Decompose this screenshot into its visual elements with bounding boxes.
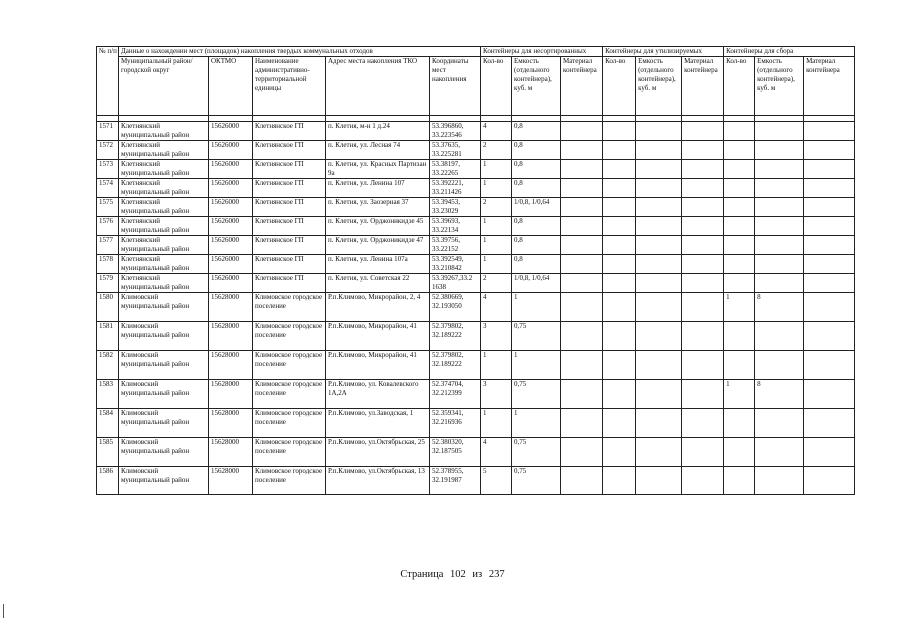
cell-address: Р.п.Климово, Микрорайон, 2, 4 [326, 293, 430, 322]
cell-unsorted-capacity: 1 [512, 351, 561, 380]
cell-unsorted-capacity: 0,8 [512, 255, 561, 274]
cell-district: Клетнянский муниципальный район [119, 274, 209, 293]
cell-coordinates: 52.359341, 32.216936 [430, 409, 481, 438]
cell-coordinates: 53.396860, 33.223546 [430, 122, 481, 141]
cell-collect-qty: 1 [724, 293, 755, 322]
cell-collect-material [804, 198, 855, 217]
cell-oktmo: 15626000 [209, 179, 253, 198]
cell-collect-material [804, 274, 855, 293]
cell-address: п. Клетня, ул. Заозерная 37 [326, 198, 430, 217]
cell-admin-unit: Климовское городское поселение [253, 409, 326, 438]
cell-coordinates: 53.39453, 33.23029 [430, 198, 481, 217]
cell-recycle-qty [603, 274, 636, 293]
cell-unsorted-capacity: 0,75 [512, 438, 561, 467]
cell-coordinates: 53.39693, 33.22134 [430, 217, 481, 236]
cell-recycle-material [682, 217, 724, 236]
cell-collect-capacity [755, 351, 804, 380]
cell-collect-qty [724, 179, 755, 198]
cell-unsorted-material [561, 409, 603, 438]
cell-collect-material [804, 122, 855, 141]
cell-collect-material [804, 255, 855, 274]
cell-address: Р.п.Климово, Микрорайон, 41 [326, 322, 430, 351]
cell-recycle-qty [603, 293, 636, 322]
table-row [97, 322, 855, 351]
cell-recycle-qty [603, 255, 636, 274]
cell-unsorted-qty: 1 [481, 217, 512, 236]
cell-unsorted-material [561, 141, 603, 160]
header-oktmo: ОКТМО [209, 57, 253, 116]
cell-recycle-capacity [636, 409, 682, 438]
cell-recycle-qty [603, 380, 636, 409]
cell-collect-qty [724, 255, 755, 274]
cell-collect-capacity [755, 217, 804, 236]
cell-unsorted-capacity: 0,8 [512, 122, 561, 141]
cell-collect-material [804, 322, 855, 351]
cell-collect-qty [724, 409, 755, 438]
cell-recycle-capacity [636, 217, 682, 236]
table-row [97, 438, 855, 467]
cell-recycle-capacity [636, 322, 682, 351]
cell-recycle-capacity [636, 293, 682, 322]
cell-district: Климовский муниципальный район [119, 409, 209, 438]
header-group-recycle: Контейнеры для утилизируемых [603, 47, 724, 57]
cell-collect-material [804, 351, 855, 380]
page-word: Страница [400, 569, 444, 580]
cell-address: п. Клетня, м-н 1 д.24 [326, 122, 430, 141]
cell-recycle-capacity [636, 141, 682, 160]
cell-admin-unit: Климовское городское поселение [253, 293, 326, 322]
cell-district: Клетнянский муниципальный район [119, 198, 209, 217]
cell-recycle-material [682, 438, 724, 467]
cell-coordinates: 53.392221, 33.211426 [430, 179, 481, 198]
cell-oktmo: 15626000 [209, 217, 253, 236]
cell-row-number: 1579 [97, 274, 119, 293]
cell-unsorted-qty: 2 [481, 198, 512, 217]
cell-unsorted-qty: 2 [481, 274, 512, 293]
cell-unsorted-capacity: 0,8 [512, 141, 561, 160]
cell-collect-capacity [755, 322, 804, 351]
header-district: Муниципальный район/городской округ [119, 57, 209, 116]
table-row [97, 255, 855, 274]
cell-address: Р.п.Климово, ул.Заводская, 1 [326, 409, 430, 438]
cell-row-number: 1574 [97, 179, 119, 198]
cell-recycle-qty [603, 322, 636, 351]
cell-recycle-capacity [636, 236, 682, 255]
cell-collect-qty [724, 274, 755, 293]
header-unsorted-capacity: Емкость (отдельного контейнера), куб. м [512, 57, 561, 116]
cell-oktmo: 15628000 [209, 409, 253, 438]
cell-collect-material [804, 179, 855, 198]
cell-row-number: 1586 [97, 467, 119, 495]
cell-unsorted-qty: 1 [481, 160, 512, 179]
cell-collect-material [804, 380, 855, 409]
cell-admin-unit: Климовское городское поселение [253, 380, 326, 409]
cell-unsorted-qty: 4 [481, 438, 512, 467]
header-site-group: Данные о нахождении мест (площадок) накопления твердых коммунальных отходов [119, 47, 481, 57]
cell-row-number: 1580 [97, 293, 119, 322]
cell-district: Климовский муниципальный район [119, 467, 209, 495]
cell-row-number: 1585 [97, 438, 119, 467]
cell-district: Климовский муниципальный район [119, 293, 209, 322]
cell-collect-qty [724, 467, 755, 495]
cell-oktmo: 15628000 [209, 293, 253, 322]
cell-admin-unit: Клетнянское ГП [253, 236, 326, 255]
cell-recycle-capacity [636, 122, 682, 141]
cell-unsorted-qty: 1 [481, 236, 512, 255]
header-collect-material: Материал контейнера [804, 57, 855, 116]
cell-recycle-capacity [636, 438, 682, 467]
cell-recycle-material [682, 322, 724, 351]
cell-collect-capacity [755, 179, 804, 198]
cell-unsorted-qty: 5 [481, 467, 512, 495]
cell-oktmo: 15628000 [209, 322, 253, 351]
cell-unsorted-capacity: 1 [512, 409, 561, 438]
cell-admin-unit: Клетнянское ГП [253, 255, 326, 274]
page-total: 237 [488, 569, 505, 580]
cell-address: Р.п.Климово, Микрорайон, 41 [326, 351, 430, 380]
cell-unsorted-capacity: 0,75 [512, 380, 561, 409]
cell-unsorted-material [561, 160, 603, 179]
cell-recycle-material [682, 236, 724, 255]
cell-collect-capacity [755, 141, 804, 160]
cell-collect-qty [724, 122, 755, 141]
waste-sites-table [96, 46, 855, 495]
header-recycle-capacity: Емкость (отдельного контейнера), куб. м [636, 57, 682, 116]
cell-collect-material [804, 438, 855, 467]
cell-collect-capacity [755, 467, 804, 495]
cell-unsorted-capacity: 1 [512, 293, 561, 322]
cell-coordinates: 53.37635, 33.225281 [430, 141, 481, 160]
table-row [97, 141, 855, 160]
cell-collect-qty [724, 351, 755, 380]
cell-admin-unit: Климовское городское поселение [253, 322, 326, 351]
cell-unsorted-capacity: 0,75 [512, 322, 561, 351]
page-number: 102 [450, 569, 466, 580]
cell-unsorted-qty: 3 [481, 380, 512, 409]
header-admin-unit: Наименование административно-территориальной единицы [253, 57, 326, 116]
cell-oktmo: 15626000 [209, 141, 253, 160]
cell-row-number: 1578 [97, 255, 119, 274]
cell-unsorted-capacity: 1/0,8, 1/0,64 [512, 198, 561, 217]
cell-oktmo: 15628000 [209, 438, 253, 467]
cell-coordinates: 52.378955, 32.191987 [430, 467, 481, 495]
cell-recycle-capacity [636, 198, 682, 217]
cell-row-number: 1581 [97, 322, 119, 351]
cell-recycle-qty [603, 409, 636, 438]
cell-collect-capacity [755, 236, 804, 255]
cell-recycle-material [682, 351, 724, 380]
cell-coordinates: 53.39756, 33.22152 [430, 236, 481, 255]
cell-recycle-qty [603, 179, 636, 198]
cell-coordinates: 53.39267,33.2 1638 [430, 274, 481, 293]
cell-address: Р.п.Климово, ул. Ковалевского 1А,2А [326, 380, 430, 409]
header-collect-capacity: Емкость (отдельного контейнера), куб. м [755, 57, 804, 116]
cell-coordinates: 53.38197, 33.22265 [430, 160, 481, 179]
cell-district: Клетнянский муниципальный район [119, 236, 209, 255]
table-row [97, 274, 855, 293]
cell-recycle-qty [603, 351, 636, 380]
cell-oktmo: 15628000 [209, 467, 253, 495]
header-row-columns [97, 57, 855, 116]
cell-admin-unit: Клетнянское ГП [253, 122, 326, 141]
table-row [97, 380, 855, 409]
cell-unsorted-material [561, 438, 603, 467]
cell-collect-material [804, 160, 855, 179]
cell-recycle-capacity [636, 179, 682, 198]
header-unsorted-material: Материал контейнера [561, 57, 603, 116]
cell-unsorted-material [561, 322, 603, 351]
cell-collect-capacity [755, 198, 804, 217]
page-of: из [472, 569, 483, 580]
header-group-unsorted: Контейнеры для несортированных [481, 47, 603, 57]
cell-recycle-material [682, 160, 724, 179]
cell-admin-unit: Климовское городское поселение [253, 467, 326, 495]
header-collect-qty: Кол-во [724, 57, 755, 116]
cell-row-number: 1577 [97, 236, 119, 255]
cell-recycle-qty [603, 141, 636, 160]
cell-row-number: 1583 [97, 380, 119, 409]
cell-unsorted-material [561, 380, 603, 409]
cell-coordinates: 52.379802, 32.189222 [430, 322, 481, 351]
cell-unsorted-material [561, 274, 603, 293]
cell-admin-unit: Климовское городское поселение [253, 351, 326, 380]
cell-address: п. Клетня, ул. Красных Партизан 9а [326, 160, 430, 179]
cell-admin-unit: Клетнянское ГП [253, 160, 326, 179]
cell-row-number: 1576 [97, 217, 119, 236]
cell-oktmo: 15626000 [209, 160, 253, 179]
cell-oktmo: 15628000 [209, 380, 253, 409]
table-row [97, 217, 855, 236]
cell-district: Климовский муниципальный район [119, 438, 209, 467]
cell-recycle-material [682, 467, 724, 495]
cell-recycle-material [682, 198, 724, 217]
cell-collect-material [804, 293, 855, 322]
cell-unsorted-material [561, 255, 603, 274]
cell-address: п. Клетня, ул. Советская 22 [326, 274, 430, 293]
header-unsorted-qty: Кол-во [481, 57, 512, 116]
cell-collect-qty [724, 236, 755, 255]
cell-collect-material [804, 217, 855, 236]
cell-unsorted-capacity: 0,75 [512, 467, 561, 495]
cell-recycle-qty [603, 236, 636, 255]
cell-recycle-capacity [636, 380, 682, 409]
cell-oktmo: 15626000 [209, 274, 253, 293]
header-group-collect: Контейнеры для сбора [724, 47, 855, 57]
table-row [97, 160, 855, 179]
table-row [97, 179, 855, 198]
cell-address: Р.п.Климово, ул.Октябрьская, 13 [326, 467, 430, 495]
header-num: № п/п [97, 47, 119, 116]
cell-oktmo: 15628000 [209, 351, 253, 380]
cell-collect-capacity [755, 122, 804, 141]
cell-unsorted-capacity: 0,8 [512, 236, 561, 255]
table-row [97, 236, 855, 255]
header-recycle-material: Материал контейнера [682, 57, 724, 116]
cell-unsorted-material [561, 236, 603, 255]
cell-recycle-material [682, 122, 724, 141]
cell-recycle-material [682, 409, 724, 438]
cell-address: п. Клетня, ул. Орджоникидзе 47 [326, 236, 430, 255]
cell-coordinates: 53.392549, 33.210842 [430, 255, 481, 274]
cell-address: п. Клетня, ул. Ленина 107 [326, 179, 430, 198]
cell-row-number: 1582 [97, 351, 119, 380]
cell-row-number: 1575 [97, 198, 119, 217]
table-row [97, 122, 855, 141]
cell-unsorted-capacity: 0,8 [512, 179, 561, 198]
cell-recycle-qty [603, 198, 636, 217]
cell-coordinates: 52.374704, 32.212399 [430, 380, 481, 409]
cell-address: п. Клетня, ул. Лесная 74 [326, 141, 430, 160]
cell-unsorted-capacity: 0,8 [512, 160, 561, 179]
cell-address: п. Клетня, ул. Ленина 107а [326, 255, 430, 274]
cell-unsorted-material [561, 198, 603, 217]
cell-recycle-qty [603, 122, 636, 141]
cell-recycle-qty [603, 438, 636, 467]
cell-recycle-material [682, 141, 724, 160]
cell-recycle-capacity [636, 351, 682, 380]
cell-recycle-material [682, 293, 724, 322]
cell-collect-capacity [755, 438, 804, 467]
cell-unsorted-material [561, 217, 603, 236]
cell-collect-capacity [755, 255, 804, 274]
cell-recycle-qty [603, 160, 636, 179]
header-row-groups [97, 47, 855, 57]
cell-unsorted-qty: 1 [481, 179, 512, 198]
cell-admin-unit: Клетнянское ГП [253, 274, 326, 293]
cell-district: Клетнянский муниципальный район [119, 255, 209, 274]
cell-admin-unit: Клетнянское ГП [253, 217, 326, 236]
cell-collect-qty [724, 198, 755, 217]
cell-district: Климовский муниципальный район [119, 351, 209, 380]
cell-unsorted-qty: 4 [481, 122, 512, 141]
header-coords: Координаты мест накопления [430, 57, 481, 116]
cell-unsorted-qty: 1 [481, 255, 512, 274]
cell-recycle-capacity [636, 274, 682, 293]
cell-recycle-material [682, 179, 724, 198]
cell-collect-capacity: 8 [755, 293, 804, 322]
cell-address: п. Клетня, ул. Орджоникидзе 45 [326, 217, 430, 236]
table-row [97, 198, 855, 217]
cell-oktmo: 15626000 [209, 198, 253, 217]
cell-district: Клетнянский муниципальный район [119, 217, 209, 236]
cell-address: Р.п.Климово, ул.Октябрьская, 25 [326, 438, 430, 467]
cell-district: Клетнянский муниципальный район [119, 160, 209, 179]
table-row [97, 467, 855, 495]
table-row [97, 409, 855, 438]
cell-unsorted-qty: 1 [481, 409, 512, 438]
cell-admin-unit: Климовское городское поселение [253, 438, 326, 467]
cell-recycle-capacity [636, 467, 682, 495]
cell-collect-capacity [755, 274, 804, 293]
cell-admin-unit: Клетнянское ГП [253, 198, 326, 217]
cell-collect-qty [724, 438, 755, 467]
cell-unsorted-qty: 2 [481, 141, 512, 160]
cell-oktmo: 15626000 [209, 122, 253, 141]
cell-coordinates: 52.379802, 32.189222 [430, 351, 481, 380]
cell-district: Клетнянский муниципальный район [119, 179, 209, 198]
cell-unsorted-material [561, 351, 603, 380]
cell-collect-capacity: 8 [755, 380, 804, 409]
cell-oktmo: 15626000 [209, 236, 253, 255]
cell-oktmo: 15626000 [209, 255, 253, 274]
cell-district: Клетнянский муниципальный район [119, 122, 209, 141]
cell-unsorted-qty: 4 [481, 293, 512, 322]
cell-collect-capacity [755, 160, 804, 179]
cell-recycle-capacity [636, 255, 682, 274]
cell-row-number: 1572 [97, 141, 119, 160]
table-row [97, 293, 855, 322]
cell-collect-qty [724, 322, 755, 351]
cell-admin-unit: Клетнянское ГП [253, 141, 326, 160]
cell-unsorted-qty: 1 [481, 351, 512, 380]
cell-district: Клетнянский муниципальный район [119, 141, 209, 160]
cell-district: Климовский муниципальный район [119, 380, 209, 409]
cell-collect-material [804, 409, 855, 438]
cell-unsorted-capacity: 1/0,8, 1/0,64 [512, 274, 561, 293]
cell-collect-material [804, 467, 855, 495]
cell-collect-qty [724, 217, 755, 236]
table-row [97, 351, 855, 380]
cell-unsorted-material [561, 467, 603, 495]
cell-recycle-capacity [636, 160, 682, 179]
cell-admin-unit: Клетнянское ГП [253, 179, 326, 198]
cell-collect-qty [724, 141, 755, 160]
cell-coordinates: 52.380669, 32.193050 [430, 293, 481, 322]
cell-row-number: 1584 [97, 409, 119, 438]
header-address: Адрес места накопления ТКО [326, 57, 430, 116]
cell-collect-capacity [755, 409, 804, 438]
cell-recycle-qty [603, 217, 636, 236]
cell-district: Климовский муниципальный район [119, 322, 209, 351]
cell-recycle-material [682, 380, 724, 409]
cell-unsorted-material [561, 179, 603, 198]
cell-collect-material [804, 141, 855, 160]
cell-unsorted-material [561, 122, 603, 141]
cell-recycle-qty [603, 467, 636, 495]
cell-recycle-material [682, 255, 724, 274]
header-recycle-qty: Кол-во [603, 57, 636, 116]
cell-row-number: 1573 [97, 160, 119, 179]
cell-unsorted-qty: 3 [481, 322, 512, 351]
scan-edge-mark [3, 604, 4, 618]
cell-unsorted-material [561, 293, 603, 322]
cell-collect-qty: 1 [724, 380, 755, 409]
cell-recycle-material [682, 274, 724, 293]
cell-collect-material [804, 236, 855, 255]
cell-row-number: 1571 [97, 122, 119, 141]
cell-coordinates: 52.380320, 32.187505 [430, 438, 481, 467]
cell-unsorted-capacity: 0,8 [512, 217, 561, 236]
page-footer [0, 569, 905, 580]
cell-collect-qty [724, 160, 755, 179]
